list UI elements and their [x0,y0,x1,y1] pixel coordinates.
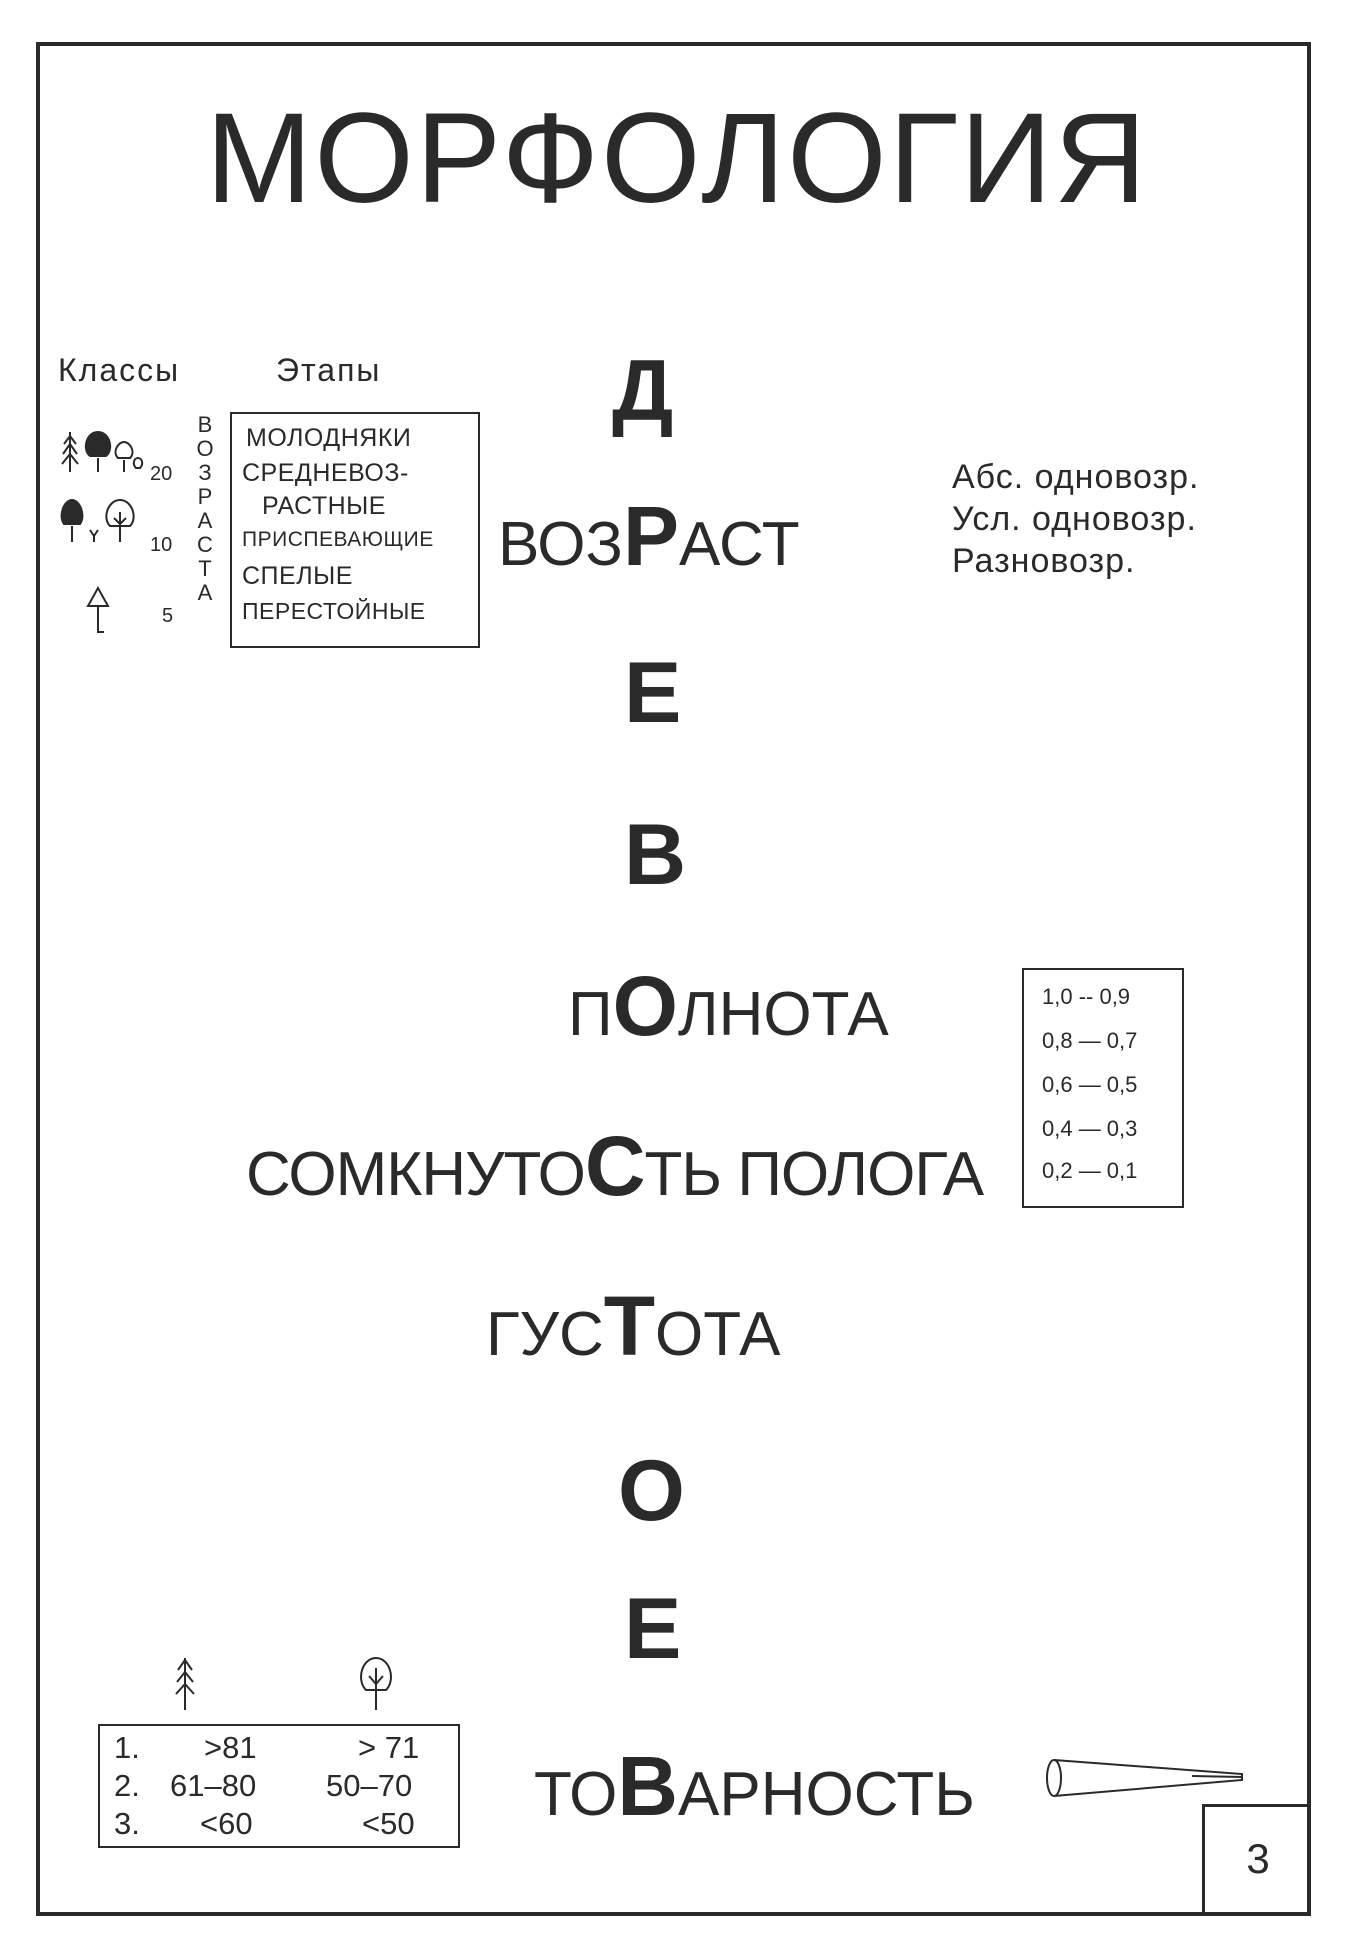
gustota-prefix: ГУС [486,1300,604,1369]
vertical-letter: С [197,532,213,557]
tree-group-icon-10 [58,496,148,546]
age-structure-list [952,456,1200,582]
classes-header: Классы [58,352,181,388]
stage-label: ПРИСПЕВАЮЩИЕ [242,528,434,551]
row-polnota [568,959,889,1053]
market-conifer-value: >81 [204,1730,257,1765]
page-number-box [1202,1804,1311,1916]
stages-header: Этапы [276,352,382,388]
acrostic-letter-e2: Е [624,1581,682,1677]
gustota-suffix: ОТА [655,1300,781,1369]
page-number: 3 [1246,1835,1270,1882]
vertical-letter: Р [197,484,213,509]
market-deciduous-value: 50–70 [326,1768,413,1803]
density-scale-box [1022,968,1184,1208]
vertical-letter: Т [198,556,212,581]
market-row-number: 1. [114,1730,140,1765]
acrostic-letter-o: О [612,959,678,1053]
row-gustota [486,1279,781,1373]
acrostic-letter-v: В [624,807,687,903]
polnota-suffix: ЛНОТА [677,980,889,1049]
market-row-number: 2. [114,1768,140,1803]
acrostic-letter-s: С [584,1119,645,1213]
acrostic-letter-t: Т [603,1279,656,1373]
density-range: 0,4 — 0,3 [1042,1116,1138,1141]
log-trunk-icon [1042,1756,1250,1800]
vertical-letter: З [198,460,212,485]
vertical-letter: О [196,436,214,461]
acrostic-letter-e: Е [624,645,682,741]
age-structure-item: Разновозр. [952,542,1136,580]
tovarnost-suffix: АРНОСТЬ [677,1760,975,1829]
acrostic-letter-d: Д [612,343,674,439]
market-row-number: 3. [114,1806,140,1841]
stage-label: СРЕДНЕВОЗ- [242,459,409,487]
vertical-letter: В [197,412,213,437]
deciduous-tree-icon [356,1654,396,1714]
somknutost-suffix: ТЬ ПОЛОГА [644,1140,984,1209]
stage-label: РАСТНЫЕ [262,492,386,520]
density-range: 0,8 — 0,7 [1042,1028,1138,1053]
market-deciduous-value: > 71 [358,1730,420,1765]
class-number-5: 5 [162,605,174,627]
vertical-letter: А [197,508,213,533]
acrostic-letter-r: Р [622,489,679,583]
vozrast-suffix: АСТ [679,510,800,579]
class-number-10: 10 [150,534,173,556]
somknutost-prefix: СОМКНУТО [246,1140,585,1209]
marketability-table [98,1724,460,1848]
vertical-letter: А [197,580,213,605]
class-number-20: 20 [150,463,173,485]
acrostic-letter-o2: О [618,1443,685,1539]
market-deciduous-value: <50 [362,1806,415,1841]
market-conifer-value: <60 [200,1806,253,1841]
age-stages-box [230,412,480,648]
row-somknutost [246,1119,984,1213]
row-vozrast [498,489,800,583]
tree-group-icon-20 [60,428,150,478]
age-structure-item: Абс. одновозр. [952,458,1200,496]
stage-label: ПЕРЕСТОЙНЫЕ [242,598,426,624]
density-range: 0,2 — 0,1 [1042,1158,1138,1183]
tovarnost-prefix: ТО [534,1760,618,1829]
density-range: 1,0 -- 0,9 [1042,984,1131,1009]
row-tovarnost [534,1739,975,1833]
page-title: МОРФОЛОГИЯ [205,87,1149,230]
young-tree-icon-5 [78,584,118,640]
age-structure-item: Усл. одновозр. [952,500,1197,538]
vozrast-prefix: ВОЗ [498,510,623,579]
stage-label: СПЕЛЫЕ [242,562,353,590]
stage-label: МОЛОДНЯКИ [246,424,412,452]
acrostic-letter-v2: В [617,1739,678,1833]
density-range: 0,6 — 0,5 [1042,1072,1138,1097]
conifer-tree-icon [170,1654,200,1714]
market-conifer-value: 61–80 [170,1768,257,1803]
polnota-prefix: П [568,980,613,1049]
